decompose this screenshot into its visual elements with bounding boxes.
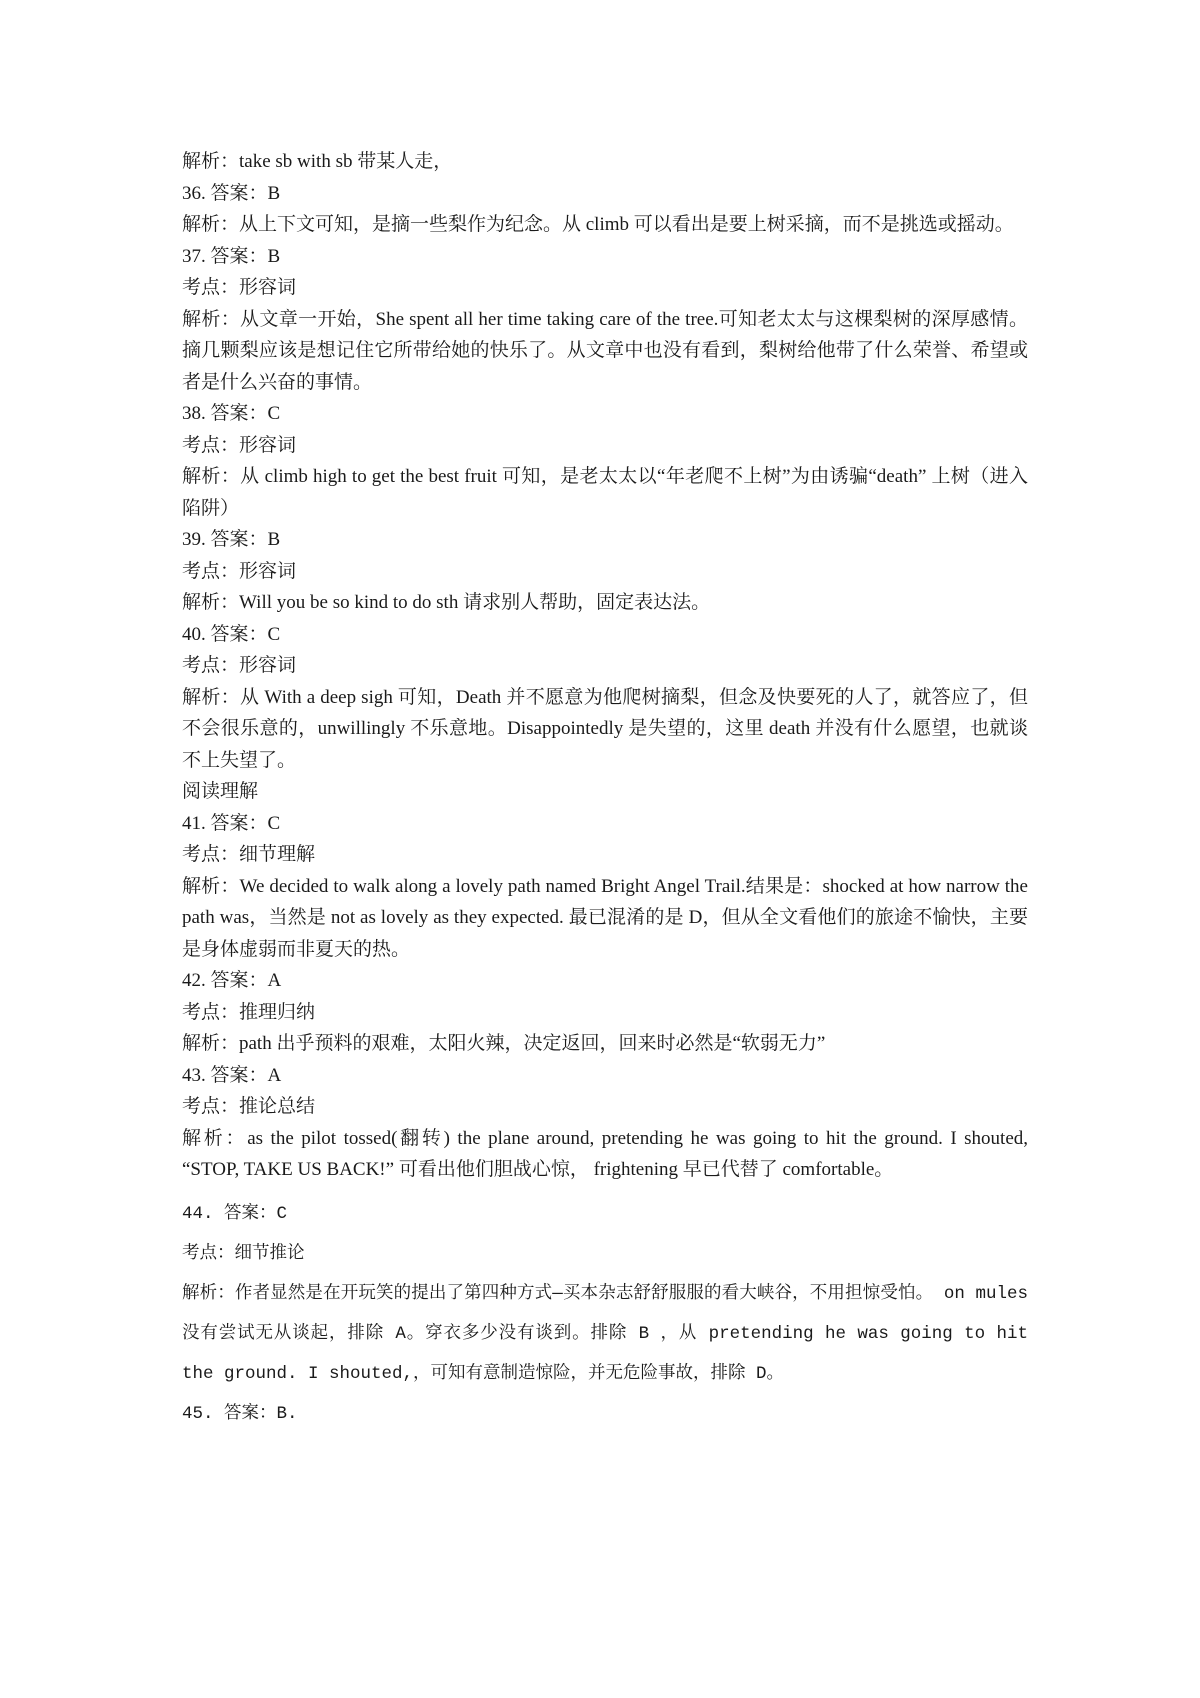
answer-40: 40. 答案：C xyxy=(182,623,281,645)
test-point-42: 考点：推理归纳 xyxy=(182,1001,316,1023)
explanation-40: 解析：从 With a deep sigh 可知，Death 并不愿意为他爬树摘梨，但念及快要死的人了，就答应了，但不会很乐意的，unwillingly 不乐意地。Disappointedly 是失望的，这里 death 并没有什么愿望，也就谈不上失望了。 xyxy=(182,686,1028,771)
answer-39: 39. 答案：B xyxy=(182,529,281,550)
document-body xyxy=(182,146,1028,1434)
explanation-41: 解析：We decided to walk along a lovely path named Bright Angel Trail.结果是：shocked at how narrow the path was，当然是 not as lovely as they expected. 最已混淆的是 D，但从全文看他们的旅途不愉快，主要是身体虚弱而非夏天的热。 xyxy=(182,875,1028,960)
answer-43: 43. 答案：A xyxy=(182,1064,282,1086)
test-point-40: 考点：形容词 xyxy=(182,655,297,676)
explanation-35: 解析：take sb with sb 带某人走， xyxy=(182,151,453,172)
answer-41: 41. 答案：C xyxy=(182,812,281,834)
explanation-39: 解析：Will you be so kind to do sth 请求别人帮助，固定表达法。 xyxy=(182,592,711,613)
answer-36: 36. 答案：B xyxy=(182,182,281,204)
explanation-42: 解析：path 出乎预料的艰难，太阳火辣，决定返回，回来时必然是“软弱无力” xyxy=(182,1033,826,1054)
section-heading-reading: 阅读理解 xyxy=(182,781,259,802)
test-point-41: 考点：细节理解 xyxy=(182,844,316,865)
answer-44: 44. 答案：C xyxy=(182,1203,288,1224)
answer-42: 42. 答案：A xyxy=(182,970,282,991)
test-point-38: 考点：形容词 xyxy=(182,434,297,456)
explanation-36: 解析：从上下文可知，是摘一些梨作为纪念。从 climb 可以看出是要上树采摘，而不是挑选或摇动。 xyxy=(182,214,1014,235)
answer-45: 45. 答案：B. xyxy=(182,1403,298,1424)
test-point-39: 考点：形容词 xyxy=(182,560,297,582)
explanation-37: 解析：从文章一开始，She spent all her time taking care of the tree.可知老太太与这棵梨树的深厚感情。摘几颗梨应该是想记住它所带给她的快乐了。从文章中也没有看到，梨树给他带了什么荣誉、希望或者是什么兴奋的事情。 xyxy=(182,308,1028,393)
explanation-44: 解析：作者显然是在开玩笑的提出了第四种方式—买本杂志舒舒服服的看大峡谷，不用担惊受怕。 on mules 没有尝试无从谈起，排除 A。穿衣多少没有谈到。排除 B ，从 pretending he was going to hit the ground. I shouted,，可知有意制造惊险，并无危险事故，排除 D。 xyxy=(182,1283,1028,1384)
test-point-44: 考点：细节推论 xyxy=(182,1243,305,1264)
explanation-43: 解析：as the pilot tossed(翻转) the plane around, pretending he was going to hit the ground. I shouted, “STOP, TAKE US BACK!” 可看出他们胆战心惊， frightening 早已代替了 comfortable。 xyxy=(182,1127,1028,1180)
test-point-43: 考点：推论总结 xyxy=(182,1096,316,1117)
test-point-37: 考点：形容词 xyxy=(182,277,297,298)
answer-38: 38. 答案：C xyxy=(182,403,281,424)
explanation-38: 解析：从 climb high to get the best fruit 可知，是老太太以“年老爬不上树”为由诱骗“death” 上树（进入陷阱） xyxy=(182,466,1028,519)
answer-37: 37. 答案：B xyxy=(182,245,281,267)
